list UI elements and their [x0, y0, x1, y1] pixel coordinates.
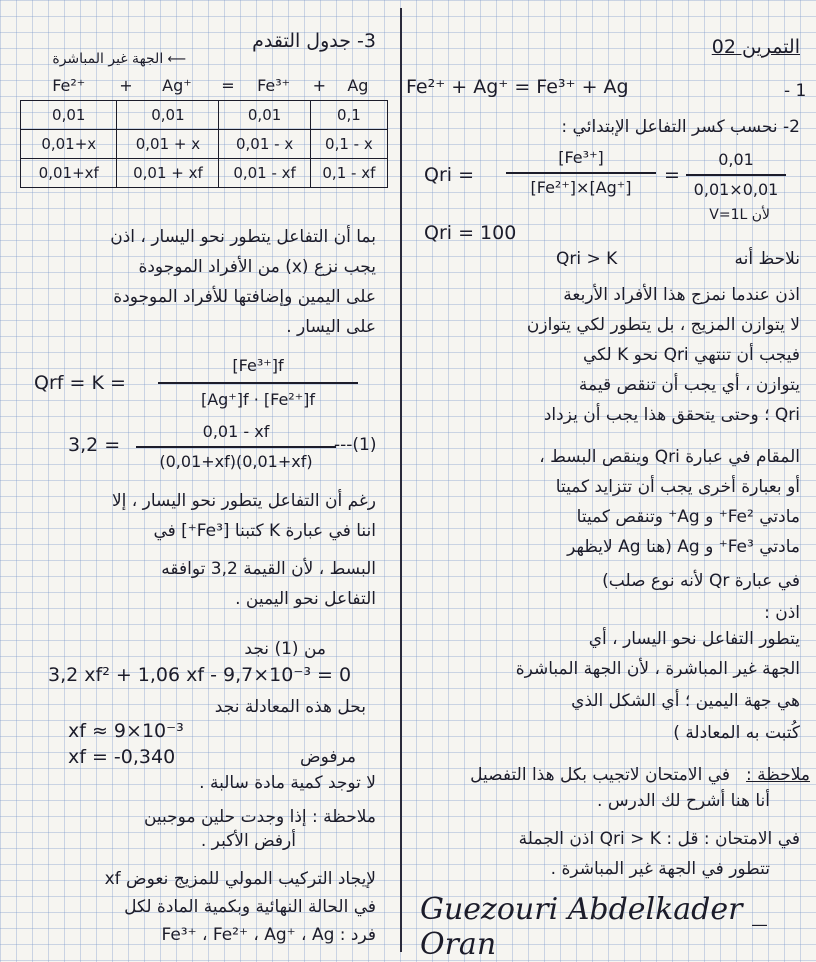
- qri-result: Qri = 100: [424, 222, 517, 244]
- note-line-2: أنا هنا أشرح لك الدرس .: [597, 791, 770, 811]
- idhan-label: اذن :: [764, 603, 800, 623]
- qri-value-bar: [686, 174, 786, 176]
- volume-note: لأن V=1L: [709, 207, 770, 223]
- direction-note-text: الجهة غير المباشرة: [52, 51, 164, 67]
- conclusion-line-1: يتطور التفاعل نحو اليسار ، أي: [588, 629, 800, 649]
- exam-line-2: تتطور في الجهة غير المباشرة .: [550, 859, 770, 879]
- para-line-1: اذن عندما نمزج هذا الأفراد الأربعة: [563, 285, 800, 305]
- note2-line-2: أرفض الأكبر .: [200, 831, 296, 851]
- para-line-2: لا يتوازن المزيج ، بل يتطور لكي يتوازن: [526, 315, 800, 335]
- header-plus-1: +: [117, 70, 135, 101]
- qri-numerator-value: 0,01: [718, 150, 754, 169]
- author-signature: Guezouri Abdelkader _ Oran: [420, 892, 768, 962]
- para-line-9: مادتي Fe³⁺ و Ag (هنا Ag لايظهر: [567, 537, 800, 557]
- reaction-equation: Fe²⁺ + Ag⁺ = Fe³⁺ + Ag: [406, 76, 629, 98]
- para-line-4: يتوازن ، أي يجب أن تنقص قيمة: [578, 375, 800, 395]
- xf-solution-2: xf = -0,340: [68, 746, 176, 768]
- note-line-1: في الامتحان لاتجيب بكل هذا التفصيل: [470, 765, 730, 785]
- direction-note: [52, 48, 186, 71]
- conclusion-line-3: هي جهة اليمين ؛ أي الشكل الذي: [571, 691, 800, 711]
- cell-r1-c2: 0,01 - x: [219, 130, 310, 159]
- qri-label: Qri =: [424, 164, 475, 186]
- para1-line-1: بما أن التفاعل يتطور نحو اليسار ، اذن: [110, 227, 376, 247]
- qrf-numerator: [Fe³⁺]f: [232, 356, 284, 375]
- table-row: [21, 130, 388, 159]
- final-line-2: في الحالة النهائية وبكمية المادة لكل: [124, 897, 376, 917]
- cell-r1-c0: 0,01+x: [21, 130, 117, 159]
- table-header-row: [21, 70, 388, 101]
- qrf-denominator: [Ag⁺]f · [Fe²⁺]f: [200, 390, 316, 409]
- para-line-5: Qri ؛ وحتى يتحقق هذا يجب أن يزداد: [543, 405, 800, 425]
- eq1-denominator: (0,01+xf)(0,01+xf): [159, 452, 313, 471]
- from-eq1: من (1) نجد: [244, 639, 326, 659]
- note2-line-1: ملاحظة : إذا وجدت حلين موجبين: [143, 807, 376, 827]
- qrf-fraction-bar: [158, 382, 358, 384]
- xf-solution-1: xf ≈ 9×10⁻³: [68, 720, 184, 742]
- header-equals: =: [219, 70, 237, 101]
- qri-greater-k: Qri > K: [556, 249, 618, 269]
- column-divider: [400, 8, 402, 952]
- solve-text: بحل هذه المعادلة نجد: [214, 697, 366, 717]
- header-fe3: Fe³⁺: [237, 70, 310, 101]
- cell-r1-c3: 0,1 - x: [310, 130, 387, 159]
- item2-text: 2- نحسب كسر التفاعل الإبتدائي :: [561, 117, 800, 137]
- qri-numerator: [Fe³⁺]: [558, 148, 604, 167]
- cell-r0-c3: 0,1: [310, 101, 387, 130]
- rejected-label: مرفوض: [300, 747, 356, 767]
- cell-r2-c0: 0,01+xf: [21, 159, 117, 188]
- item1-number: - 1: [784, 81, 807, 101]
- final-line-3: فرد : Fe³⁺ ، Fe²⁺ ، Ag⁺ ، Ag: [161, 925, 376, 945]
- para-line-7: أو بعبارة أخرى يجب أن تتزايد كميتا: [555, 477, 800, 497]
- qri-denominator-value: 0,01×0,01: [693, 180, 779, 199]
- para1-line-4: على اليسار .: [286, 317, 376, 337]
- para2-line-2: اننا في عبارة K كتبنا [Fe³⁺] في: [153, 521, 376, 541]
- eq1-lhs: 3,2 =: [68, 434, 121, 456]
- conclusion-line-4: كُتبت به المعادلة ): [673, 723, 800, 743]
- header-fe2: Fe²⁺: [21, 70, 117, 101]
- para-line-10: في عبارة Qr لأنه نوع صلب): [602, 571, 800, 591]
- qrf-label: Qrf = K =: [34, 372, 126, 394]
- cell-r0-c0: 0,01: [21, 101, 117, 130]
- para1-line-3: على اليمين وإضافتها للأفراد الموجودة: [113, 287, 376, 307]
- header-plus-2: +: [310, 70, 328, 101]
- exercise-title: التمرين 02: [711, 36, 800, 58]
- para2-line-1: رغم أن التفاعل يتطور نحو اليسار ، إلا: [111, 491, 376, 511]
- header-ag-ion: Ag⁺: [135, 70, 219, 101]
- cell-r2-c3: 0,1 - xf: [310, 159, 387, 188]
- exam-line-1: في الامتحان : قل : Qri > K اذن الجملة: [518, 829, 800, 849]
- eq1-fraction-bar: [136, 446, 336, 448]
- cell-r2-c2: 0,01 - xf: [219, 159, 310, 188]
- cell-r0-c1: 0,01: [117, 101, 219, 130]
- no-negative: لا توجد كمية مادة سالبة .: [199, 773, 376, 793]
- conclusion-line-2: الجهة غير المباشرة ، لأن الجهة المباشرة: [515, 659, 800, 679]
- eq1-numerator: 0,01 - xf: [202, 422, 270, 441]
- para1-line-2: يجب نزع (x) من الأفراد الموجودة: [138, 257, 376, 277]
- table-row: [21, 159, 388, 188]
- cell-r0-c2: 0,01: [219, 101, 310, 130]
- para2-line-4: التفاعل نحو اليمين .: [235, 589, 376, 609]
- header-ag: Ag: [328, 70, 387, 101]
- para-line-3: فيجب أن تنتهي Qri نحو K لكي: [582, 345, 800, 365]
- compare-prefix: نلاحظ أنه: [734, 249, 800, 269]
- final-line-1: لإيجاد التركيب المولي للمزيج نعوض xf: [104, 869, 376, 889]
- qri-fraction-bar: [506, 172, 656, 174]
- note-label: ملاحظة :: [746, 765, 810, 785]
- para-line-6: المقام في عبارة Qri وينقص البسط ،: [539, 447, 800, 467]
- cell-r2-c1: 0,01 + xf: [117, 159, 219, 188]
- table-row: [21, 101, 388, 130]
- qri-denominator: [Fe²⁺]×[Ag⁺]: [530, 178, 632, 197]
- para-line-8: مادتي Fe²⁺ و Ag⁺ وتنقص كميتا: [576, 507, 800, 527]
- table-title: 3- جدول التقدم: [252, 30, 376, 52]
- advancement-table: [20, 70, 388, 188]
- eq1-tag: ---(1): [334, 435, 377, 455]
- cell-r1-c1: 0,01 + x: [117, 130, 219, 159]
- quadratic-equation: 3,2 xf² + 1,06 xf - 9,7×10⁻³ = 0: [48, 664, 352, 686]
- para2-line-3: البسط ، لأن القيمة 3,2 توافقه: [161, 559, 376, 579]
- qri-equals: =: [664, 164, 680, 186]
- arrow-left-icon: ⟵: [163, 52, 186, 67]
